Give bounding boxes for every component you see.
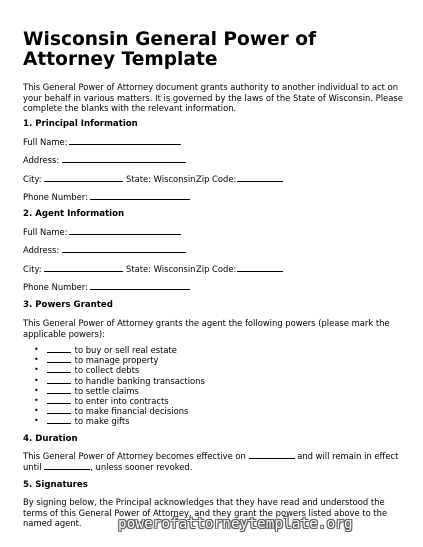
effective-date-field[interactable] bbox=[249, 451, 295, 459]
power-item bbox=[34, 406, 205, 416]
power-item-label: to manage property bbox=[74, 355, 159, 366]
power-checkbox-blank[interactable] bbox=[47, 396, 71, 404]
power-checkbox-blank[interactable] bbox=[47, 386, 71, 394]
duration-text-remain: and will remain in effect bbox=[297, 451, 399, 461]
bullet-icon: • bbox=[34, 406, 39, 416]
agent-phone-label: Phone Number: bbox=[23, 282, 88, 292]
duration-text-revoked: , unless sooner revoked. bbox=[90, 461, 193, 472]
signatures-paragraph: By signing below, the Principal acknowledges that they have read and understood the terms of this General Power of Attorney, and they grant the powers listed above to the named agent. bbox=[23, 497, 388, 528]
duration-paragraph bbox=[23, 451, 405, 472]
agent-address-label: Address: bbox=[23, 245, 60, 255]
principal-heading: 1. Principal Information bbox=[23, 119, 138, 129]
power-item-label: to collect debts bbox=[74, 365, 140, 376]
site-watermark: powerofattorneytemplate.org bbox=[118, 516, 353, 532]
agent-address-field[interactable] bbox=[62, 252, 186, 253]
bullet-icon: • bbox=[34, 355, 39, 365]
principal-zip-label: Zip Code: bbox=[196, 174, 237, 184]
power-item-label: to make financial decisions bbox=[74, 406, 189, 417]
power-checkbox-blank[interactable] bbox=[47, 406, 71, 414]
principal-phone-field[interactable] bbox=[90, 199, 190, 200]
principal-city-field[interactable] bbox=[44, 181, 123, 182]
principal-address-label: Address: bbox=[23, 155, 60, 165]
power-item-label: to buy or sell real estate bbox=[74, 345, 177, 355]
power-checkbox-blank[interactable] bbox=[47, 376, 71, 384]
bullet-icon: • bbox=[34, 365, 39, 375]
power-item-label: to enter into contracts bbox=[74, 395, 169, 406]
duration-heading: 4. Duration bbox=[23, 434, 78, 444]
principal-phone-label: Phone Number: bbox=[23, 192, 88, 202]
signatures-heading: 5. Signatures bbox=[23, 480, 88, 490]
agent-state-label: State: Wisconsin bbox=[126, 264, 196, 274]
powers-list bbox=[34, 345, 205, 427]
end-date-field[interactable] bbox=[44, 462, 90, 470]
power-item-label: to handle banking transactions bbox=[74, 375, 205, 386]
bullet-icon: • bbox=[34, 345, 39, 354]
principal-city-label: City: bbox=[23, 174, 42, 184]
principal-zip-field[interactable] bbox=[237, 181, 283, 182]
power-checkbox-blank[interactable] bbox=[47, 355, 71, 363]
power-checkbox-blank[interactable] bbox=[47, 416, 71, 424]
power-item bbox=[34, 365, 205, 375]
power-item bbox=[34, 386, 205, 396]
principal-state-label: State: Wisconsin bbox=[126, 174, 196, 184]
agent-heading: 2. Agent Information bbox=[23, 209, 125, 219]
power-checkbox-blank[interactable] bbox=[47, 345, 71, 353]
agent-zip-field[interactable] bbox=[237, 271, 283, 272]
power-item bbox=[34, 355, 205, 365]
power-item bbox=[34, 396, 205, 406]
power-item-label: to make gifts bbox=[74, 416, 130, 427]
agent-zip-label: Zip Code: bbox=[196, 264, 237, 274]
agent-city-label: City: bbox=[23, 264, 42, 274]
power-item-label: to settle claims bbox=[74, 385, 139, 396]
agent-city-field[interactable] bbox=[44, 271, 123, 272]
document-title: Wisconsin General Power of Attorney Template bbox=[23, 29, 317, 70]
agent-full-name-label: Full Name: bbox=[23, 227, 68, 237]
power-checkbox-blank[interactable] bbox=[47, 365, 71, 373]
power-item bbox=[34, 416, 205, 426]
bullet-icon: • bbox=[34, 385, 39, 395]
power-item bbox=[34, 376, 205, 386]
agent-phone-field[interactable] bbox=[90, 289, 190, 290]
powers-intro: This General Power of Attorney grants the agent the following powers (please mark the applicable powers): bbox=[23, 318, 390, 339]
powers-heading: 3. Powers Granted bbox=[23, 300, 113, 310]
bullet-icon: • bbox=[34, 375, 39, 385]
principal-address-field[interactable] bbox=[62, 162, 186, 163]
power-item bbox=[34, 345, 205, 355]
duration-text-effective: This General Power of Attorney becomes effective on bbox=[23, 451, 246, 461]
bullet-icon: • bbox=[34, 416, 39, 426]
duration-text-until: until bbox=[23, 461, 42, 472]
intro-paragraph: This General Power of Attorney document grants authority to another individual to act on your behalf in various matters. It is governed by the laws of the State of Wisconsin. Please complete the blanks with the relevant information. bbox=[23, 82, 403, 113]
bullet-icon: • bbox=[34, 395, 39, 405]
principal-full-name-field[interactable] bbox=[69, 144, 181, 145]
agent-full-name-field[interactable] bbox=[69, 234, 181, 235]
principal-full-name-label: Full Name: bbox=[23, 137, 68, 147]
